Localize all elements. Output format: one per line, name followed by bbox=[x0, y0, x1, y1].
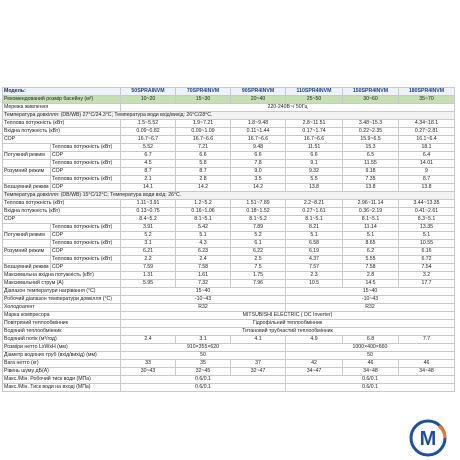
row-label: Рівень шуму дБ(А) bbox=[3, 368, 121, 376]
value-cell: 37 bbox=[231, 360, 286, 368]
value-cell: 6.58 bbox=[286, 240, 343, 248]
value-cell: 6.2 bbox=[343, 248, 399, 256]
value-cell: R32 bbox=[121, 304, 286, 312]
value-cell: 50 bbox=[286, 352, 455, 360]
value-cell: MITSUBISHI ELECTRIC ( DC Inverter) bbox=[121, 312, 455, 320]
value-cell: 6.21 bbox=[121, 248, 176, 256]
value-cell: 8.4~5.2 bbox=[121, 216, 176, 224]
value-cell: 0.36~2.19 bbox=[343, 208, 399, 216]
value-cell: 34~48 bbox=[343, 368, 399, 376]
row-label: Модель: bbox=[3, 88, 121, 96]
value-cell: 6.6 bbox=[176, 152, 231, 160]
value-cell: 0.11~1.44 bbox=[231, 128, 286, 136]
row-sublabel: СОР bbox=[51, 152, 121, 160]
value-cell: 9 bbox=[399, 168, 455, 176]
row-label: Розміри нетто LxWxH (мм) bbox=[3, 344, 121, 352]
value-cell: 32~45 bbox=[176, 368, 231, 376]
value-cell: 0.22~2.35 bbox=[343, 128, 399, 136]
section-header: Температура довкілля: (DB/WB) 15°C/12°C; Температура води вхід: 26°C. bbox=[3, 192, 455, 200]
logo-letter: M bbox=[419, 428, 437, 450]
value-cell: 7.5 bbox=[231, 264, 286, 272]
table-row bbox=[3, 344, 455, 352]
table-row bbox=[3, 184, 455, 192]
value-cell: 46 bbox=[343, 360, 399, 368]
value-cell: 7.58 bbox=[343, 264, 399, 272]
value-cell: 6.72 bbox=[399, 256, 455, 264]
value-cell: 90SPR4INVM bbox=[231, 88, 286, 96]
row-label: Рекомендований розмір басейну (м³) bbox=[3, 96, 121, 104]
value-cell: -10~43 bbox=[121, 296, 286, 304]
value-cell: 30~60 bbox=[343, 96, 399, 104]
value-cell: 5.1 bbox=[286, 232, 343, 240]
value-cell: 5.95 bbox=[121, 280, 176, 288]
row-label bbox=[3, 176, 51, 184]
table-row bbox=[3, 264, 455, 272]
row-label: Макс./Мін. Тиск води на вході (МПа) bbox=[3, 384, 121, 392]
value-cell: 15~30 bbox=[176, 96, 231, 104]
table-row bbox=[3, 144, 455, 152]
value-cell: 2.4 bbox=[176, 256, 231, 264]
value-cell: 34~47 bbox=[286, 368, 343, 376]
value-cell: 0.6/0.1 bbox=[121, 376, 286, 384]
value-cell: 42 bbox=[286, 360, 343, 368]
row-sublabel: СОР bbox=[51, 232, 121, 240]
value-cell: 8.1~5.1 bbox=[176, 216, 231, 224]
value-cell: 9.32 bbox=[286, 168, 343, 176]
row-label: Потужний режим bbox=[3, 232, 51, 240]
value-cell: 1.2~5.2 bbox=[176, 200, 231, 208]
value-cell: 14.5 bbox=[343, 280, 399, 288]
value-cell: 7.35 bbox=[343, 176, 399, 184]
row-label: Вхідна потужність (кВт) bbox=[3, 208, 121, 216]
value-cell: 7.8 bbox=[231, 160, 286, 168]
value-cell: 0.6/0.1 bbox=[121, 384, 286, 392]
row-label: Повітряний теплообмінник bbox=[3, 320, 121, 328]
table-row bbox=[3, 160, 455, 168]
value-cell: 4.34~18.1 bbox=[399, 120, 455, 128]
value-cell: 7.21 bbox=[176, 144, 231, 152]
value-cell: 6.22 bbox=[231, 248, 286, 256]
value-cell: 32~47 bbox=[231, 368, 286, 376]
value-cell: 13.8 bbox=[343, 184, 399, 192]
value-cell: 2.8~11.51 bbox=[286, 120, 343, 128]
row-sublabel: СОР bbox=[51, 184, 121, 192]
table-row bbox=[3, 224, 455, 232]
value-cell: 3.91 bbox=[121, 224, 176, 232]
table-row bbox=[3, 208, 455, 216]
value-cell: 7.32 bbox=[176, 280, 231, 288]
value-cell: 3.5 bbox=[231, 176, 286, 184]
value-cell: 1.11~3.91 bbox=[121, 200, 176, 208]
value-cell: 5.5 bbox=[286, 176, 343, 184]
value-cell: 17.7 bbox=[399, 280, 455, 288]
row-label: Робочий діапазон температури довкілля (°C) bbox=[3, 296, 121, 304]
value-cell: 9.0 bbox=[231, 168, 286, 176]
value-cell: 15.9~6.5 bbox=[343, 136, 399, 144]
value-cell: 14.01 bbox=[399, 160, 455, 168]
value-cell: 8.21 bbox=[286, 224, 343, 232]
value-cell: 0.6/0.1 bbox=[286, 384, 455, 392]
value-cell: 33 bbox=[121, 360, 176, 368]
table-row bbox=[3, 96, 455, 104]
value-cell: 5.55 bbox=[343, 256, 399, 264]
value-cell: 1.5~5.52 bbox=[121, 120, 176, 128]
table-row bbox=[3, 328, 455, 336]
row-label: Марка компресора bbox=[3, 312, 121, 320]
value-cell: 150SPR4INVM bbox=[343, 88, 399, 96]
value-cell: 11.14 bbox=[343, 224, 399, 232]
value-cell: 14.1 bbox=[121, 184, 176, 192]
value-cell: 13.8 bbox=[399, 184, 455, 192]
value-cell: 8.1~5.2 bbox=[231, 216, 286, 224]
table-row bbox=[3, 120, 455, 128]
value-cell: 7.59 bbox=[121, 264, 176, 272]
table-row bbox=[3, 88, 455, 96]
value-cell: 35~70 bbox=[399, 96, 455, 104]
value-cell: 50 bbox=[121, 352, 286, 360]
value-cell: 2.96~11.14 bbox=[343, 200, 399, 208]
value-cell: 0.41~2.61 bbox=[399, 208, 455, 216]
value-cell: 3.2 bbox=[399, 272, 455, 280]
row-label bbox=[3, 144, 51, 152]
row-label: Водяний теплообмінник bbox=[3, 328, 121, 336]
value-cell: 7.96 bbox=[231, 280, 286, 288]
value-cell: 2.5 bbox=[231, 256, 286, 264]
row-sublabel: Теплова потужність (кВт) bbox=[51, 224, 121, 232]
value-cell: 3.48~15.3 bbox=[343, 120, 399, 128]
value-cell: 9.48 bbox=[231, 144, 286, 152]
value-cell: 7.57 bbox=[286, 264, 343, 272]
value-cell: 1000×400×660 bbox=[286, 344, 455, 352]
value-cell: 10~20 bbox=[121, 96, 176, 104]
row-label: Вхідна потужність (кВт) bbox=[3, 128, 121, 136]
value-cell: 6.16 bbox=[399, 248, 455, 256]
value-cell: 16.7~6.6 bbox=[231, 136, 286, 144]
value-cell: 30~43 bbox=[121, 368, 176, 376]
table-row bbox=[3, 176, 455, 184]
value-cell: 0.27~2.81 bbox=[399, 128, 455, 136]
table-row bbox=[3, 136, 455, 144]
table-row bbox=[3, 128, 455, 136]
row-sublabel: Теплова потужність (кВт) bbox=[51, 144, 121, 152]
row-label: Мережа живлення bbox=[3, 104, 121, 112]
value-cell: 5.2 bbox=[121, 232, 176, 240]
value-cell: 0.16~1.06 bbox=[176, 208, 231, 216]
value-cell: 25~50 bbox=[286, 96, 343, 104]
row-label: СОР bbox=[3, 136, 121, 144]
value-cell: 5.42 bbox=[176, 224, 231, 232]
row-label: Холодоагент bbox=[3, 304, 121, 312]
row-label: Безшумний режим bbox=[4, 263, 49, 270]
row-label: Теплова потужність (кВт) bbox=[3, 200, 121, 208]
row-label: Діапазон температури нагрівання (°C) bbox=[3, 288, 121, 296]
row-label bbox=[3, 160, 51, 168]
value-cell: 4.9 bbox=[286, 336, 343, 344]
value-cell: 8.7 bbox=[176, 168, 231, 176]
row-label: Вага нетто (кг) bbox=[3, 360, 121, 368]
value-cell: 4.37 bbox=[286, 256, 343, 264]
table-row bbox=[3, 200, 455, 208]
table-row bbox=[3, 240, 455, 248]
value-cell: R32 bbox=[286, 304, 455, 312]
value-cell: 1.75 bbox=[231, 272, 286, 280]
value-cell: 16.7~6.6 bbox=[176, 136, 231, 144]
value-cell: 1.9~7.21 bbox=[176, 120, 231, 128]
value-cell: 50SPRAINVM bbox=[121, 88, 176, 96]
row-sublabel: СОР bbox=[51, 264, 121, 272]
row-sublabel: Теплова потужність (кВт) bbox=[51, 176, 121, 184]
value-cell: 6.6 bbox=[231, 152, 286, 160]
value-cell: 1.8~9.48 bbox=[231, 120, 286, 128]
value-cell: 15~40 bbox=[286, 288, 455, 296]
value-cell: 46 bbox=[399, 360, 455, 368]
row-sublabel: СОР bbox=[51, 168, 121, 176]
value-cell: 6.1 bbox=[231, 240, 286, 248]
row-sublabel: СОР bbox=[51, 248, 121, 256]
value-cell: 7.7 bbox=[399, 336, 455, 344]
value-cell: 15.3 bbox=[343, 144, 399, 152]
row-label: Водяний потік (м³/год) bbox=[3, 336, 121, 344]
value-cell: 34~48 bbox=[399, 368, 455, 376]
value-cell: 5.1 bbox=[176, 232, 231, 240]
table-row bbox=[3, 304, 455, 312]
value-cell: 8.1~5.1 bbox=[286, 216, 343, 224]
value-cell: 8.7 bbox=[399, 176, 455, 184]
row-sublabel: Теплова потужність (кВт) bbox=[51, 160, 121, 168]
table-row bbox=[3, 312, 455, 320]
table-row bbox=[3, 280, 455, 288]
value-cell: Титановий трубчастий теплообмінник bbox=[121, 328, 455, 336]
value-cell: 0.6/0.1 bbox=[286, 376, 455, 384]
table-row bbox=[3, 360, 455, 368]
value-cell: -10~43 bbox=[286, 296, 455, 304]
row-label: Макс./Мін. Робочий тиск води (МПа) bbox=[3, 376, 121, 384]
value-cell: 0.09~0.82 bbox=[121, 128, 176, 136]
value-cell: 9.1 bbox=[286, 160, 343, 168]
row-sublabel: Теплова потужність (кВт) bbox=[51, 256, 121, 264]
value-cell: 2.3 bbox=[286, 272, 343, 280]
row-label: Розумний режим bbox=[3, 248, 51, 256]
value-cell: 0.17~1.74 bbox=[286, 128, 343, 136]
value-cell: 5.52 bbox=[121, 144, 176, 152]
row-label bbox=[3, 240, 51, 248]
value-cell: 6.5 bbox=[343, 152, 399, 160]
value-cell: 0.09~1.09 bbox=[176, 128, 231, 136]
value-cell: 13.8 bbox=[286, 184, 343, 192]
value-cell: 2.2~8.21 bbox=[286, 200, 343, 208]
table-row bbox=[3, 104, 455, 112]
table-row bbox=[3, 352, 455, 360]
value-cell: 2.1 bbox=[121, 176, 176, 184]
value-cell: 5.1 bbox=[343, 232, 399, 240]
table-row bbox=[3, 376, 455, 384]
value-cell: Гідрофільний теплообмінник bbox=[121, 320, 455, 328]
value-cell: 4.3 bbox=[176, 240, 231, 248]
value-cell: 4.5 bbox=[121, 160, 176, 168]
value-cell: 5.8 bbox=[176, 160, 231, 168]
table-row bbox=[3, 112, 455, 120]
section-header: Температура довкілля: (DB/WB) 27°C/24.3°C; Температура води вхід/вихід: 26°C/28°C. bbox=[3, 112, 455, 120]
value-cell: 4.1 bbox=[231, 336, 286, 344]
table-row bbox=[3, 192, 455, 200]
table-row bbox=[3, 152, 455, 160]
value-cell: 5.2 bbox=[231, 232, 286, 240]
value-cell: 2.4 bbox=[121, 336, 176, 344]
table-row bbox=[3, 272, 455, 280]
row-label: Максимальна вхідна потужність (кВт) bbox=[3, 272, 121, 280]
table-row bbox=[3, 256, 455, 264]
value-cell: 20~40 bbox=[231, 96, 286, 104]
value-cell: 1.61 bbox=[176, 272, 231, 280]
row-label: Потужний режим bbox=[3, 152, 51, 160]
value-cell: 3.1 bbox=[176, 336, 231, 344]
value-cell: 15~40 bbox=[121, 288, 286, 296]
value-cell: 6.19 bbox=[286, 248, 343, 256]
value-cell: 180SPR4INVM bbox=[399, 88, 455, 96]
row-label: СОР bbox=[3, 216, 121, 224]
row-label: Максимальний струм (А) bbox=[3, 280, 121, 288]
value-cell: 2.8 bbox=[176, 176, 231, 184]
value-cell: 11.51 bbox=[286, 144, 343, 152]
value-cell: 0.27~1.61 bbox=[286, 208, 343, 216]
value-cell: 2.8 bbox=[343, 272, 399, 280]
value-cell: 6.8 bbox=[343, 336, 399, 344]
value-cell: 7.89 bbox=[231, 224, 286, 232]
row-label bbox=[3, 224, 51, 232]
value-cell: 6.23 bbox=[176, 248, 231, 256]
value-cell: 16.1~6.4 bbox=[399, 136, 455, 144]
value-cell: 8.65 bbox=[343, 240, 399, 248]
value-cell: 9.18 bbox=[343, 168, 399, 176]
value-cell: 11.55 bbox=[343, 160, 399, 168]
row-label bbox=[3, 256, 51, 264]
value-cell: 5.1 bbox=[399, 232, 455, 240]
value-cell: 1.51~7.89 bbox=[231, 200, 286, 208]
value-cell: 14.2 bbox=[231, 184, 286, 192]
row-sublabel: Теплова потужність (кВт) bbox=[51, 240, 121, 248]
row-label: Діаметр водяних труб (вхід/вихід) (мм) bbox=[3, 352, 121, 360]
table-row bbox=[3, 368, 455, 376]
brand-logo bbox=[408, 418, 448, 458]
row-label: Розумний режим bbox=[3, 168, 51, 176]
value-cell: 6.7 bbox=[121, 152, 176, 160]
table-row bbox=[3, 232, 455, 240]
value-cell: 110SPR4INVM bbox=[286, 88, 343, 96]
value-cell: 8.7 bbox=[121, 168, 176, 176]
value-cell: 7.54 bbox=[399, 264, 455, 272]
table-row bbox=[3, 320, 455, 328]
value-cell: 35 bbox=[176, 360, 231, 368]
value-cell: 16.7~6.7 bbox=[121, 136, 176, 144]
value-cell: 70SPR4INVM bbox=[176, 88, 231, 96]
value-cell: 14.2 bbox=[176, 184, 231, 192]
value-cell: 16.7~6.6 bbox=[286, 136, 343, 144]
value-cell: 0.18~1.52 bbox=[231, 208, 286, 216]
row-label: Теплова потужність (кВт) bbox=[3, 120, 121, 128]
value-cell: 18.1 bbox=[399, 144, 455, 152]
value-cell: 13.35 bbox=[399, 224, 455, 232]
value-cell: 220-240В~/ 50Гц bbox=[121, 104, 455, 112]
value-cell: 3.44~13.35 bbox=[399, 200, 455, 208]
row-label: Безшумний режим bbox=[4, 183, 49, 190]
value-cell: 8.1~5.1 bbox=[343, 216, 399, 224]
table-row bbox=[3, 288, 455, 296]
table-row bbox=[3, 168, 455, 176]
value-cell: 7.58 bbox=[176, 264, 231, 272]
table-row bbox=[3, 216, 455, 224]
value-cell: 1.31 bbox=[121, 272, 176, 280]
table-row bbox=[3, 296, 455, 304]
value-cell: 8.3~5.1 bbox=[399, 216, 455, 224]
spec-table bbox=[2, 87, 455, 392]
value-cell: 10.55 bbox=[399, 240, 455, 248]
table-row bbox=[3, 384, 455, 392]
logo-accent bbox=[439, 426, 445, 438]
value-cell: 910×355×620 bbox=[121, 344, 286, 352]
table-row bbox=[3, 248, 455, 256]
value-cell: 0.13~0.75 bbox=[121, 208, 176, 216]
value-cell: 2.2 bbox=[121, 256, 176, 264]
value-cell: 3.1 bbox=[121, 240, 176, 248]
value-cell: 6.4 bbox=[399, 152, 455, 160]
value-cell: 10.5 bbox=[286, 280, 343, 288]
table-row bbox=[3, 336, 455, 344]
value-cell: 6.6 bbox=[286, 152, 343, 160]
